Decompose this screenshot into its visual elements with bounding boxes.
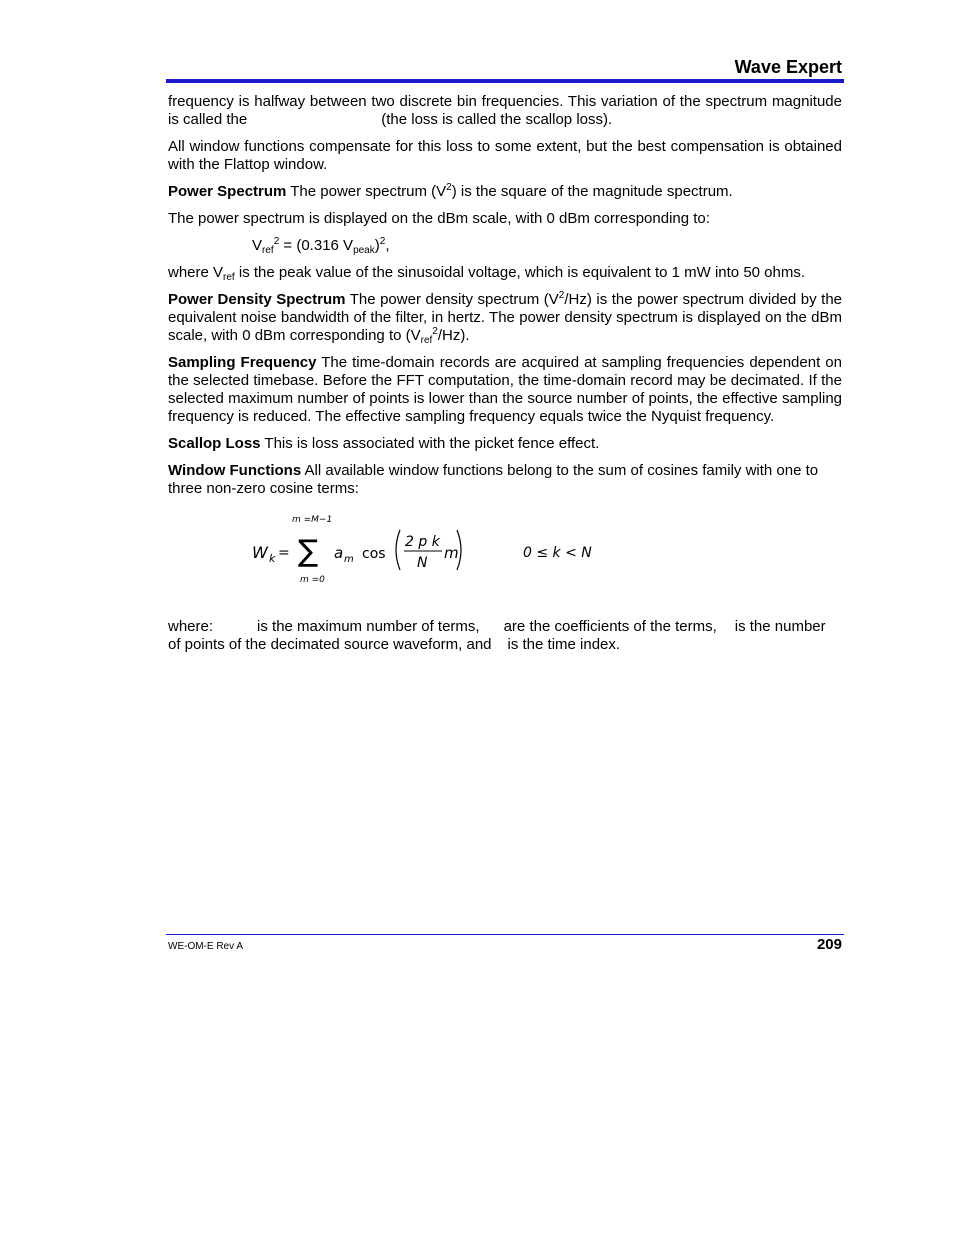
paragraph-text: are the coefficients of the terms, [503, 618, 717, 635]
paragraph-text: /Hz). [437, 327, 470, 344]
term-sampling-frequency: Sampling Frequency [168, 354, 317, 371]
paragraph-text: of points of the decimated source waveform, and [168, 636, 492, 653]
formula-am: a [334, 544, 344, 562]
paragraph-text: The power spectrum (V [286, 183, 447, 200]
formula-sum-upper: m =M−1 [292, 515, 333, 525]
paragraph-text: where V [168, 264, 224, 281]
paragraph-text: The power density spectrum (V [345, 291, 559, 308]
subscript: peak [353, 245, 375, 256]
subscript: ref [223, 272, 235, 283]
paragraph-where-terms [168, 618, 842, 654]
footer-doc-id: WE-OM-E Rev A [168, 941, 244, 952]
paragraph-text: is the maximum number of terms, [257, 618, 480, 635]
paragraph-text: (the loss is called the scallop loss). [381, 111, 613, 128]
formula-equals: = [278, 545, 290, 561]
formula-range: 0 ≤ k < N [523, 545, 592, 561]
paragraph-text: is the time index. [507, 636, 621, 653]
eq-text: , [385, 237, 390, 254]
paragraph-dbm: The power spectrum is displayed on the dBm scale, with 0 dBm corresponding to: [168, 210, 710, 227]
subscript: ref [262, 245, 274, 256]
paragraph-power-spectrum [168, 183, 842, 201]
paragraph-scallop-loss [168, 435, 842, 453]
paragraph-text: magnitude is called the [168, 93, 842, 128]
paragraph-text: frequency is halfway between two discrete bin frequencies. This variation of the spectrum [168, 93, 768, 110]
eq-text: V [252, 237, 263, 254]
paragraph-text: is the peak value of the sinusoidal voltage, which is equivalent to 1 mW into 50 ohms. [234, 264, 806, 281]
paragraph-window-functions [168, 462, 842, 498]
formula-lhs: W [252, 543, 268, 562]
subscript: ref [420, 335, 433, 346]
paragraph-compensation: All window functions compensate for this loss to some extent, but the best compensation is obtained with the Flattop window. [168, 138, 842, 173]
paragraph-power-density [168, 291, 842, 345]
term-power-spectrum: Power Spectrum [168, 183, 287, 200]
paragraph-where-vref [168, 264, 842, 282]
footer-rule [166, 934, 844, 935]
superscript: 2 [273, 236, 280, 247]
header-rule [166, 79, 844, 83]
term-scallop-loss: Scallop Loss [168, 435, 261, 452]
formula-am-sub: m [344, 554, 354, 565]
formula-denominator: N [417, 555, 428, 571]
paragraph-text: is the number [734, 618, 826, 635]
eq-text: = (0.316 V [279, 237, 354, 254]
paragraph-text: All available window functions belong to the sum of cosines family with one to three non-zero cosine terms: [168, 462, 819, 497]
equation-vref [168, 237, 842, 255]
formula-cos: cos [362, 546, 386, 562]
term-power-density-spectrum: Power Density Spectrum [168, 291, 346, 308]
formula-m: m [444, 544, 459, 562]
paragraph-text: /Hz) is the power spectrum divided by the equivalent noise bandwidth of the filter, in hertz. The power density spectrum is displayed on the dBm scale, with 0 dBm corresponding to (V [168, 291, 843, 344]
paragraph-text: This is loss associated with the picket fence effect. [260, 435, 600, 452]
superscript: 2 [446, 182, 452, 193]
formula-numerator: 2 p k [405, 534, 440, 550]
paragraph-text: The time-domain records are acquired at sampling frequencies dependent on the selected timebase. Before the FFT computation, the time-domain record may be decimated. If the selected maximum number of points is lower than the source number of points, the effective sampling frequency is reduced. The effective sampling frequency equals twice the Nyquist frequency. [168, 354, 842, 425]
term-window-functions: Window Functions [168, 462, 302, 479]
eq-text: ) [374, 237, 380, 254]
superscript: 2 [379, 236, 386, 247]
header-title: Wave Expert [734, 57, 842, 77]
page-number: 209 [816, 936, 842, 953]
superscript: 2 [432, 326, 438, 337]
paragraph-scallop-intro [168, 93, 842, 129]
sigma-icon: ∑ [298, 534, 319, 569]
paragraph-text: ) is the square of the magnitude spectrum. [451, 183, 733, 200]
formula-sum-lower: m =0 [300, 575, 325, 585]
paragraph-sampling-frequency [168, 354, 842, 426]
page-body [168, 93, 842, 663]
formula-lhs-sub: k [269, 552, 276, 565]
left-paren-icon [396, 530, 400, 570]
superscript: 2 [558, 290, 565, 301]
window-function-formula [168, 508, 842, 588]
paragraph-text: where: [168, 618, 214, 635]
formula-graphic [248, 508, 608, 588]
